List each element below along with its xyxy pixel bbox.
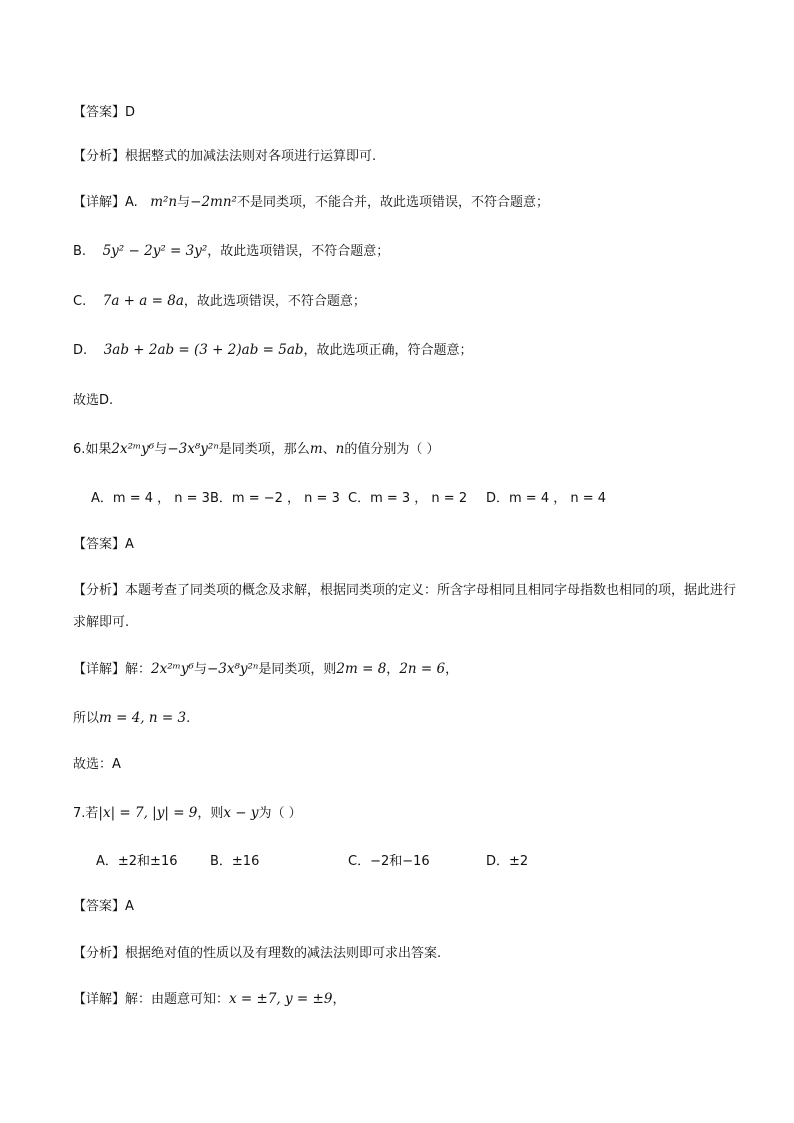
text: 是同类项，则	[258, 662, 337, 677]
math-expr: −3x⁸y²ⁿ	[167, 441, 219, 457]
option-a: A．m = 4 ， n = 3	[91, 491, 210, 506]
so-line-6	[73, 709, 190, 728]
text: ，	[445, 662, 459, 677]
detail-line-a	[73, 193, 549, 212]
analysis-line-7: 【分析】根据绝对值的性质以及有理数的减法法则即可求出答案.	[73, 946, 442, 961]
detail-line-b	[73, 242, 389, 261]
math-expr: 2n = 6	[399, 661, 446, 677]
choose-line-5: 故选D.	[73, 393, 114, 408]
text: 的值分别为（ ）	[344, 442, 440, 457]
answer-line-6: 【答案】A	[73, 537, 134, 552]
math-expr: m = 4, n = 3	[99, 710, 187, 726]
text: 6.如果	[73, 442, 112, 457]
text: ，则	[197, 806, 224, 821]
math-var: n	[335, 441, 345, 457]
math-expr: |x| = 7, |y| = 9	[98, 805, 198, 821]
text: 、	[322, 442, 336, 457]
option-b: B．m = −2 ， n = 3	[210, 491, 340, 506]
text: ，	[332, 992, 346, 1007]
text: 7.若	[73, 806, 99, 821]
text: .	[186, 711, 191, 726]
text: 与	[154, 442, 168, 457]
text: ，	[386, 662, 400, 677]
math-expr: −3x⁸y²ⁿ	[206, 661, 259, 677]
detail-line-7	[73, 990, 345, 1009]
choose-line-6: 故选：A	[73, 757, 121, 772]
math-expr: x = ±7, y = ±9	[229, 991, 333, 1007]
text: 不是同类项，不能合并，故此选项错误，不符合题意；	[236, 195, 549, 210]
math-expr: m²n	[150, 194, 178, 210]
math-expr: −2mn²	[190, 194, 237, 210]
math-var: m	[309, 441, 323, 457]
detail-line-6	[73, 660, 458, 679]
option-letter: B.	[73, 244, 87, 259]
text: ，故此选项正确，符合题意；	[303, 343, 473, 358]
math-expr: 2x²ᵐy⁶	[111, 441, 155, 457]
text: 【详解】解：	[73, 662, 152, 677]
answer-line-7: 【答案】A	[73, 899, 134, 914]
option-b: B．±16	[210, 854, 260, 869]
math-expr: x − y	[223, 805, 259, 821]
analysis-line-6: 【分析】本题考查了同类项的概念及求解，根据同类项的定义：所含字母相同且相同字母指数也相同的项，据此进行求解即可.	[73, 583, 737, 630]
text: 是同类项，那么	[218, 442, 310, 457]
option-letter: C.	[73, 294, 87, 309]
text: 为（ ）	[258, 806, 302, 821]
option-d: D．m = 4 ， n = 4	[486, 491, 607, 506]
option-c: C．m = 3 ， n = 2	[348, 491, 468, 506]
text: 与	[177, 195, 191, 210]
text: 所以	[73, 711, 100, 726]
math-expr: 3ab + 2ab = (3 + 2)ab = 5ab	[103, 342, 304, 358]
option-a: A．±2和±16	[96, 854, 178, 869]
question-6	[73, 440, 439, 459]
question-7	[73, 804, 302, 823]
text: ，故此选项错误，不符合题意；	[183, 294, 366, 309]
text: ，故此选项错误，不符合题意；	[207, 244, 390, 259]
detail-prefix: 【详解】A.	[73, 195, 138, 210]
math-expr: 2m = 8	[336, 661, 387, 677]
text: 与	[193, 662, 207, 677]
math-expr: 2x²ᵐy⁶	[151, 661, 194, 677]
math-expr: 5y² − 2y² = 3y²	[102, 243, 208, 259]
option-letter: D.	[73, 343, 88, 358]
math-expr: 7a + a = 8a	[102, 293, 184, 309]
text: 【详解】解：由题意可知：	[73, 992, 230, 1007]
option-d: D．±2	[486, 854, 529, 869]
option-c: C．−2和−16	[348, 854, 430, 869]
analysis-line-5: 【分析】根据整式的加减法法则对各项进行运算即可.	[73, 149, 377, 164]
detail-line-c	[73, 292, 366, 311]
answer-line-5: 【答案】D	[73, 105, 136, 120]
detail-line-d	[73, 341, 473, 360]
